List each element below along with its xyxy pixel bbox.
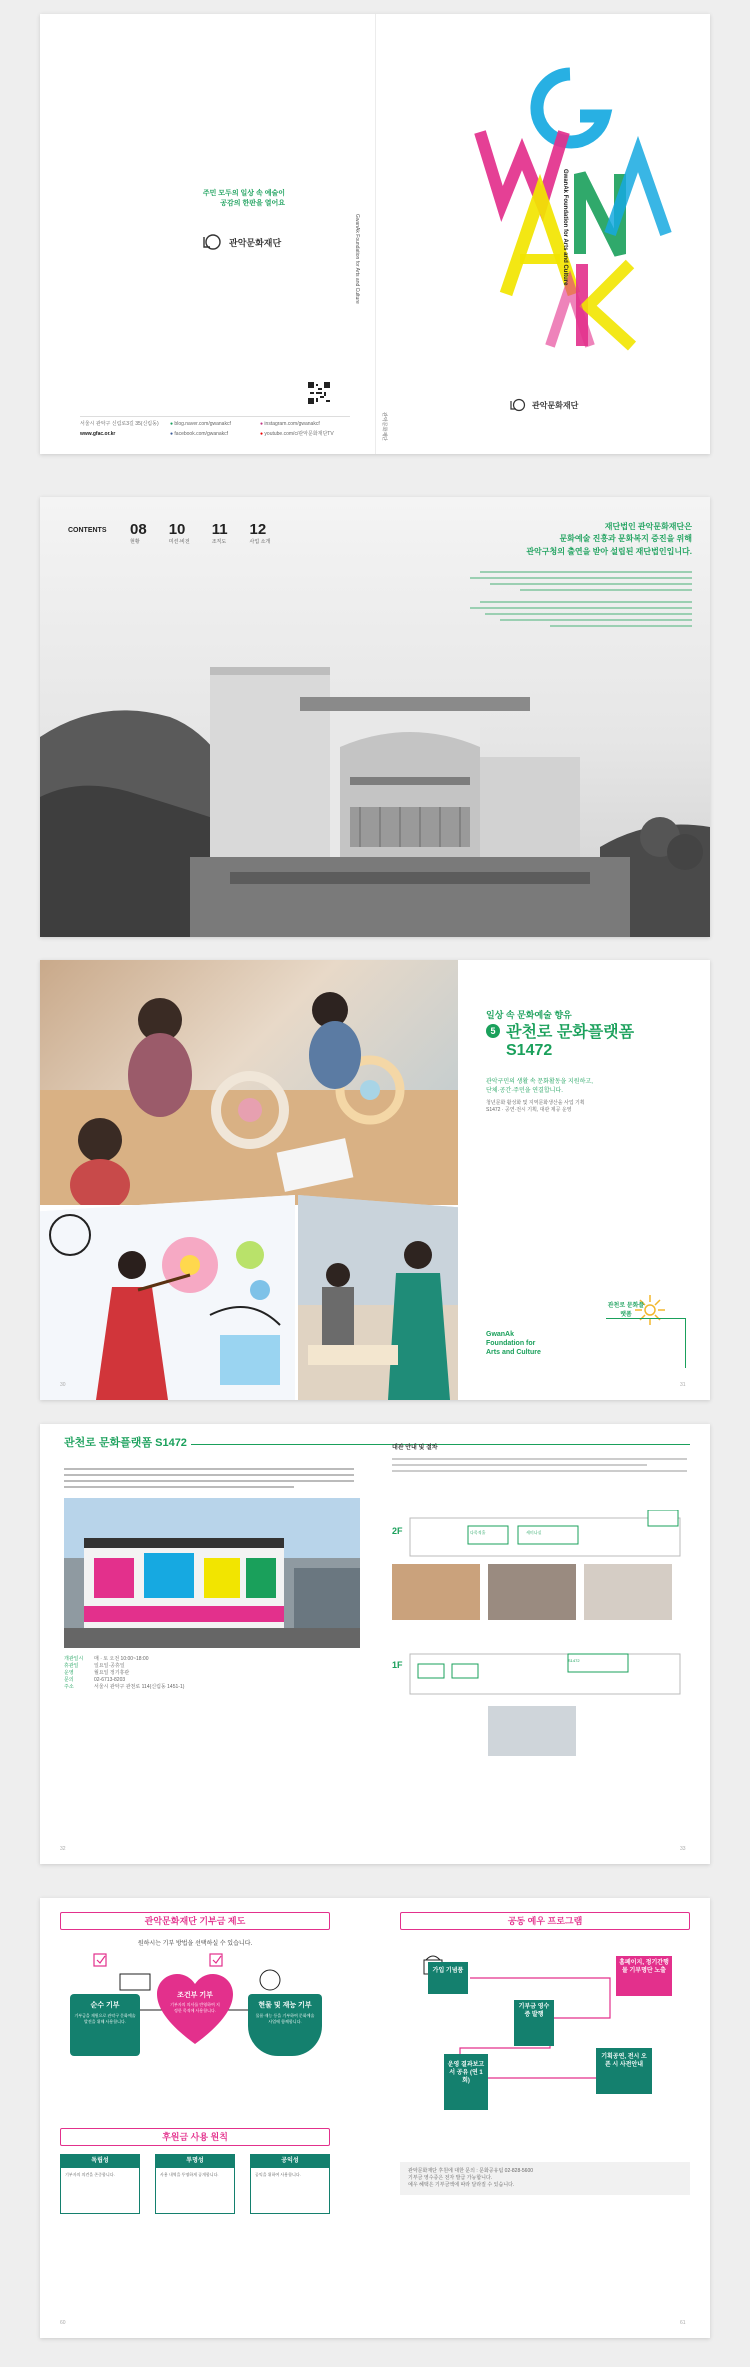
toc-page-number: 12	[249, 521, 267, 538]
benefit-notes	[400, 2162, 690, 2195]
info-row	[64, 1663, 204, 1670]
program-title	[486, 1024, 634, 1059]
intro-body-text	[460, 567, 692, 627]
floor-1-plan	[408, 1644, 688, 1704]
toc-page-number: 10	[168, 521, 186, 538]
gwanak-lettering	[470, 54, 690, 354]
toc-page-number: 08	[130, 521, 147, 538]
headline-line-3: 관악구청의 출연을 받아 설립된 재단법인입니다.	[526, 546, 692, 556]
benefit-preview: 기획공연, 전시 오픈 시 사전안내	[596, 2048, 652, 2094]
sns-blog[interactable]: ● blog.naver.com/gwanakcf	[170, 421, 231, 427]
donation-type-name: 순수 기부	[90, 2002, 120, 2009]
sns-blog-text: blog.naver.com/gwanakcf	[174, 421, 231, 427]
benefit-report: 운영 결과보고서 공유 (연 1회)	[444, 2054, 488, 2110]
donation-system-title: 관악문화재단 기부금 제도	[60, 1912, 330, 1930]
donation-type-name: 현물 및 재능 기부	[258, 2002, 312, 2009]
info-value: 서울시 관악구 관천로 114(신림동 1451-1)	[94, 1684, 185, 1690]
rental-guide-title: 대관 안내 및 절차	[392, 1445, 438, 1451]
s1472-building-photo	[64, 1498, 360, 1648]
front-logo	[510, 398, 578, 412]
table-of-contents	[130, 521, 270, 545]
info-key: 휴관일	[64, 1663, 79, 1669]
spine-korean: 관악문화재단	[381, 412, 387, 441]
violin-photo	[40, 1195, 295, 1400]
floor-2-label: 2F	[392, 1526, 403, 1536]
note-line: 기부금 영수증은 전자 발급 가능합니다.	[408, 2175, 493, 2181]
floor-1-label: 1F	[392, 1660, 403, 1670]
back-tagline	[165, 188, 285, 208]
info-row	[64, 1656, 204, 1663]
violin-photo-art	[40, 1195, 295, 1400]
program-kicker: 일상 속 문화예술 향유	[486, 1010, 572, 1020]
program-badge-text: 관천로 문화플랫폼	[607, 1303, 645, 1318]
cover-spread	[40, 14, 710, 454]
info-value: 매 · 토 오전 10:00~18:00	[94, 1656, 149, 1662]
donation-subtitle: 원하시는 기부 방법을 선택하실 수 있습니다.	[137, 1941, 253, 1947]
gwanak-letter-art	[470, 54, 690, 354]
qr-code-icon[interactable]	[308, 382, 330, 404]
foundation-en-line-1: GwanAk	[486, 1331, 515, 1338]
info-value: 02-6713-8203	[94, 1677, 126, 1683]
usage-principles-title: 후원금 사용 원칙	[60, 2128, 330, 2146]
floor-2-plan	[408, 1510, 688, 1560]
usage-card	[60, 2154, 140, 2214]
donation-spread	[40, 1898, 710, 2338]
info-value: 일요일·공휴일	[94, 1663, 125, 1669]
sns-instagram-text: instagram.com/gwanakcf	[264, 421, 320, 427]
donation-type-desc: 기부자의 의사를 반영하여 지정한 목적에 사용합니다.	[170, 2002, 220, 2013]
workshop-photo	[40, 960, 458, 1205]
intro-headline	[460, 521, 692, 558]
program-title-line-1: 관천로 문화플랫폼	[506, 1024, 635, 1041]
page-number-right: 61	[680, 2320, 686, 2326]
toc-item[interactable]	[212, 521, 228, 545]
address-text: 서울시 관악구 신림로3길 35(신림동)	[80, 421, 159, 427]
donation-type-desc: 물품·재능 등을 기부하여 문화예술 사업에 함께합니다.	[255, 2013, 315, 2024]
program-desc-line-2: 단체·공간·주민을 연결합니다.	[486, 1088, 563, 1094]
market-photo	[298, 1195, 458, 1400]
foundation-en-line-3: Arts and Culture	[486, 1349, 541, 1357]
info-row	[64, 1684, 204, 1691]
toc-label: 조직도	[211, 539, 227, 545]
program-spread	[40, 960, 710, 1400]
back-contact	[80, 416, 350, 437]
donation-type-desc: 기부금을 재원으로 관악구 문화예술 발전을 위해 사용합니다.	[74, 2013, 136, 2024]
program-bullet: 청년문화 활성화 및 지역문화생산을 사업 기획	[486, 1100, 585, 1106]
sns-instagram[interactable]: ● instagram.com/gwanakcf	[260, 421, 320, 427]
note-line: 예우 혜택은 기부금액에 따라 달라질 수 있습니다.	[408, 2182, 515, 2188]
toc-item[interactable]	[169, 521, 190, 545]
intro-spread	[40, 497, 710, 937]
foundation-english	[486, 1330, 541, 1357]
page-number-left: 32	[60, 1846, 66, 1852]
usage-card-desc: 기부자의 의견을 존중합니다.	[60, 2168, 140, 2214]
page-number-left: 60	[60, 2320, 66, 2326]
page-number-right: 31	[680, 1382, 686, 1388]
headline-line-1: 재단법인 관악문화재단은	[604, 522, 692, 531]
badge-frame	[606, 1318, 686, 1368]
usage-card	[155, 2154, 235, 2214]
room-photo	[584, 1564, 672, 1620]
usage-cards	[60, 2154, 330, 2214]
benefit-souvenir: 가입 기념품	[428, 1962, 468, 1994]
info-value: 월요일 정기휴관	[94, 1670, 130, 1676]
donation-type-name: 조건부 기부	[177, 1992, 213, 1999]
sns-youtube[interactable]: ● youtube.com/c/관악문화재단TV	[260, 431, 334, 437]
toc-label: 사업 소개	[249, 539, 271, 545]
spine-divider	[375, 14, 376, 454]
room-label-b: 세미나실	[526, 1530, 542, 1535]
foundation-en-line-2: Foundation for	[486, 1340, 536, 1348]
usage-card-desc: 공익을 위하여 사용합니다.	[250, 2168, 330, 2214]
space-title: 관천로 문화플랫폼 S1472	[60, 1434, 191, 1450]
front-vertical-english: GwanAk Foundation for Arts and Culture	[562, 169, 568, 286]
toc-item[interactable]	[250, 521, 271, 545]
toc-label: 현황	[130, 539, 140, 545]
page-number-right: 33	[680, 1846, 686, 1852]
room-label-a: 다목적홀	[470, 1530, 486, 1535]
toc-item[interactable]	[130, 521, 147, 545]
page-number-left: 30	[60, 1382, 66, 1388]
building-photo	[190, 647, 630, 937]
info-key: 주소	[64, 1684, 74, 1690]
program-description	[486, 1078, 686, 1114]
tagline-line-2: 공감의 한판을 열어요	[220, 200, 285, 207]
info-key: 개관일시	[64, 1656, 84, 1662]
back-logo-text: 관악문화재단	[229, 237, 282, 248]
info-row	[64, 1670, 204, 1677]
benefit-receipt: 기부금 영수증 발행	[514, 2000, 554, 2046]
back-logo	[202, 233, 281, 251]
headline-line-2: 문화예술 진흥과 문화복지 증진을 위해	[559, 534, 692, 544]
s1472-building-art	[64, 1498, 360, 1648]
room-photo	[392, 1564, 480, 1620]
sns-facebook-text: facebook.com/gwanakcf	[174, 431, 229, 437]
front-logo-icon	[510, 398, 528, 412]
info-key: 운영	[64, 1670, 74, 1676]
spine-english: GwanAk Foundation for Arts and Culture	[354, 214, 360, 304]
usage-card-title: 투명성	[155, 2154, 235, 2168]
foundation-logo-icon	[202, 233, 224, 251]
conditional-donation-heart	[155, 1970, 235, 2050]
program-title-line-2: S1472	[506, 1041, 553, 1059]
website-link[interactable]: www.gfac.or.kr	[80, 431, 116, 437]
contents-label: CONTENTS	[68, 527, 107, 534]
toc-label: 미션·비전	[168, 539, 190, 545]
donation-type-card	[248, 1994, 322, 2056]
room-photo	[488, 1706, 576, 1756]
usage-card-desc: 사용 내역을 투명하게 공개합니다.	[155, 2168, 235, 2214]
usage-card	[250, 2154, 330, 2214]
room-photo	[488, 1564, 576, 1620]
usage-card-title: 독립성	[60, 2154, 140, 2168]
info-row	[64, 1677, 204, 1684]
front-logo-text: 관악문화재단	[532, 400, 579, 410]
info-key: 문의	[64, 1677, 74, 1683]
market-photo-art	[298, 1195, 458, 1400]
program-bullet: S1472 · 공연·전시 기획, 대관 제공 운영	[486, 1107, 572, 1113]
donation-type-card	[70, 1994, 140, 2056]
workshop-photo-art	[40, 960, 458, 1205]
benefit-donor-list: 홈페이지, 정기간행물 기부명단 노출	[616, 1956, 672, 1996]
usage-card-title: 공익성	[250, 2154, 330, 2168]
room-s1472-label: S1472	[568, 1658, 580, 1663]
tagline-line-1: 주민 모두의 일상 속 예술이	[202, 190, 285, 197]
space-info-table	[64, 1656, 204, 1691]
note-line: 관악문화재단 후원에 대한 문의 : 문화공유팀 02-828-5600	[408, 2168, 534, 2174]
sns-facebook[interactable]: ● facebook.com/gwanakcf	[170, 431, 229, 437]
rental-guide-lines	[392, 1454, 687, 1476]
space-body-text	[64, 1464, 354, 1492]
program-number-badge: 5	[486, 1024, 500, 1038]
space-spread	[40, 1424, 710, 1864]
program-desc-line-1: 관악구민의 생활 속 문화활동을 지원하고,	[486, 1079, 593, 1085]
toc-page-number: 11	[211, 521, 228, 538]
benefit-program-title: 공동 예우 프로그램	[400, 1912, 690, 1930]
sns-youtube-text: youtube.com/c/관악문화재단TV	[264, 431, 334, 437]
